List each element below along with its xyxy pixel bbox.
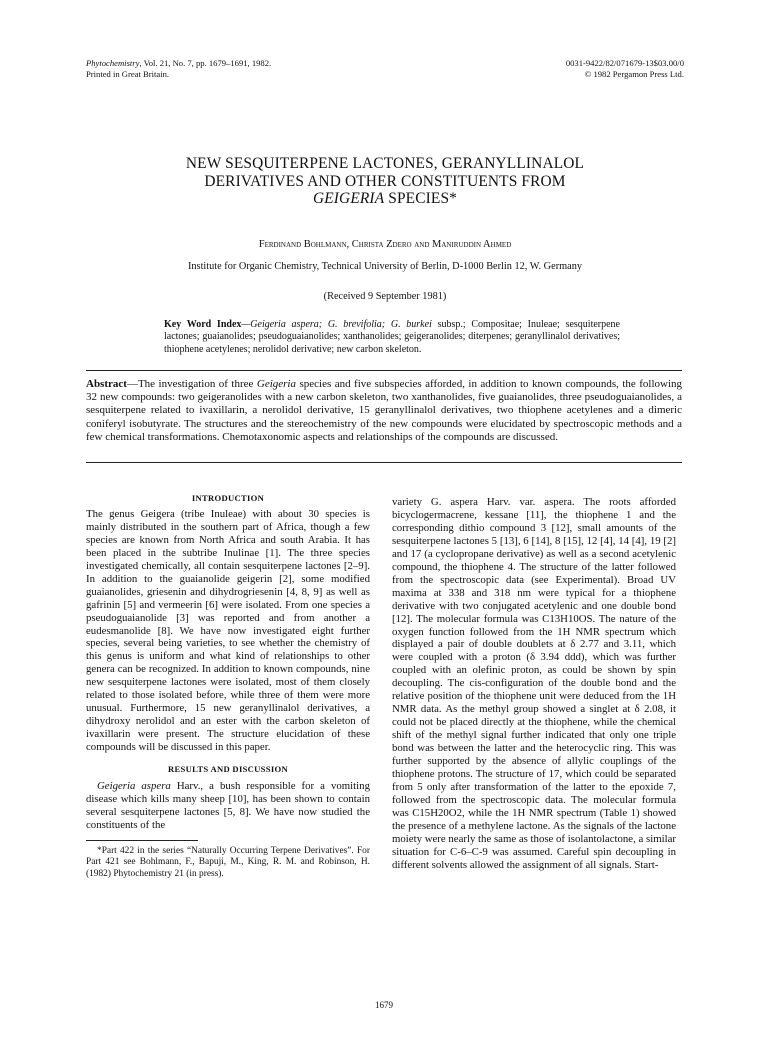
footnote: *Part 422 in the series “Naturally Occurring Terpene Derivatives”. For Part 421 see Bohlmann, F., Bapuji, M., King, R. M. and Robinson, H. (1982) Phytochemistry 21 (in press).: [86, 845, 370, 879]
received-date: (Received 9 September 1981): [323, 291, 447, 302]
introduction-text: The genus Geigera (tribe Inuleae) with about 30 species is mainly distributed in the southern part of Africa, though a few species are known from North Africa and south Arabia. It has been placed in the subtribe Inulinae [1]. The three species investigated chemically, all contain sesquiterpene lactones [2–9]. In addition to the guaianolide geigerin [2], some modified guaianolides, griesenin and dihydrogriesenin [4, 8, 9] as well as gafrinin [5] and vermeerin [6] were isolated. From one species a pseudoguaianolide [3] was reported and from another a eudesmanolide [8]. We have now investigated eight further species, several being varieties, to see whether the chemistry of this genus is uniform and what kind of relationships to other genera can be recognized. In addition to known compounds, nine new sesquiterpene lactones were isolated, most of them closely related to those isolated before, while three of them were more unusual. Furthermore, 15 new geranyllinalol derivatives, a dihydroxy nerolidol and an ester with the carbon skeleton of ivaxillarin were present. The structure elucidation of these compounds will be discussed in this paper.: [86, 507, 370, 754]
citation-details: , Vol. 21, No. 7, pp. 1679–1691, 1982.: [139, 58, 272, 68]
left-column: [86, 492, 370, 880]
journal-name: Phytochemistry: [86, 58, 140, 68]
results-heading: RESULTS AND DISCUSSION: [168, 764, 288, 775]
title-genus: GEIGERIA: [312, 190, 385, 208]
abstract-genus: Geigeria: [256, 378, 296, 390]
affiliation: Institute for Organic Chemistry, Technical University of Berlin, D-1000 Berlin 12, W. Germany: [187, 261, 582, 272]
abstract-label: Abstract: [86, 378, 127, 390]
introduction-heading: INTRODUCTION: [191, 493, 265, 503]
copyright: © 1982 Pergamon Press Ltd.: [584, 68, 684, 79]
keywords: [164, 319, 620, 356]
results-text: Harv., a bush responsible for a vomiting disease which kills many sheep [10], has been shown to contain several sesquiterpene lactones [5, 8]. We have now studied the constituents of the: [86, 780, 370, 831]
keywords-species: —Geigeria aspera; G. brevifolia; G. burkei: [241, 319, 432, 330]
authors: Ferdinand Bohlmann, Christa Zdero and Maniruddin Ahmed: [258, 239, 512, 250]
keywords-text: subsp.; Compositae; Inuleae; sesquiterpene lactones; guaianolides; pseudoguaianolides; xanthanolides; geigeranolides; diterpenes; geranyllinalol derivatives; thiophene acetylenes; nerolidol derivative; new carbon skeleton.: [164, 319, 620, 355]
title-line-3: [90, 190, 680, 208]
right-column-text: variety G. aspera Harv. var. aspera. The roots afforded bicyclogermacrene, kessane [11], the thiophene 1 and the corresponding dithio compound 3 [12], small amounts of the sesquiterpene lactones 5 [13], 6 [14], 8 [15], 12 [4], 14 [4], 19 [2] and 17 (a cyclopropane derivative) as well as a second acetylenic compound, the thiophene 4. The structure of the latter followed from the spectroscopic data (see Experimental). Broad UV maxima at 338 and 318 nm were typical for a thiophene derivative with two conjugated acetylenic and one double bond [12]. The molecular formula was C13H10OS. The nature of the oxygen function followed from the 1H NMR spectrum which displayed a pair of double doublets at δ 2.77 and 3.11, which were coupled with a proton (δ 3.94 ddd), which was further coupled with an olefinic proton, as could be shown by spin decoupling. The cis-configuration of the double bond and the relative position of the thiophene unit were deduced from the 1H NMR data. As the methyl group showed a singlet at δ 2.08, it could not be placed directly at the thiophene, while the chemical shift of the methyl signal further indicated that only one triple bond was between the latter and the heterocyclic ring. This was further supported by the absence of allylic couplings of the thiophene protons. The structure of 17, which could be separated from 5 only after transformation of the latter to the epoxide 7, followed from the spectroscopic data. The molecular formula was C15H20O2, while the 1H NMR spectrum (Table 1) showed the presence of a methylene lactone. As the signals of the lactone moiety were nearly the same as those of isolantolactone, a similar situation for C-6–C-9 was assumed. Careful spin decoupling in different solvents allowed the assignment of all signals. Start-: [392, 496, 676, 871]
title-species: SPECIES*: [384, 190, 458, 208]
running-header-right: [566, 58, 684, 79]
printed-in: Printed in Great Britain.: [86, 68, 170, 79]
page-number: 1679: [375, 1000, 393, 1010]
article-code: 0031-9422/82/071679-13$03.00/0: [565, 58, 684, 68]
keywords-label: Key Word Index: [164, 319, 242, 330]
abstract-top-rule: [86, 370, 682, 371]
results-species: Geigeria aspera: [97, 780, 171, 793]
results-paragraph: [86, 780, 370, 832]
abstract: [86, 378, 682, 444]
footnote-rule: [86, 840, 198, 841]
title-line-1: NEW SESQUITERPENE LACTONES, GERANYLLINALOL: [185, 155, 585, 172]
article-title: [90, 155, 680, 208]
running-header-left: [86, 58, 271, 79]
abstract-bottom-rule: [86, 462, 682, 463]
abstract-text-2: species and five subspecies afforded, in addition to known compounds, the following 32 new compounds: two geigeranolides with a new carbon skeleton, two xanthanolides, five guaianolides, three pseudoguaianolides, a sesquiterpene related to ivaxillarin, a nerolidol derivative, 15 geranyllinalol derivatives, two thiophene acetylenes and a dimeric coniferyl isobutyrate. The structures and the stereochemistry of the new compounds were elucidated by spectroscopic methods and a few chemical transformations. Chemotaxonomic aspects and relationships of the compounds are discussed.: [86, 378, 683, 443]
abstract-text-1: —The investigation of three: [126, 378, 257, 390]
journal-citation: [86, 58, 271, 69]
right-column: [392, 496, 676, 872]
title-line-2: DERIVATIVES AND OTHER CONSTITUENTS FROM: [204, 172, 566, 190]
